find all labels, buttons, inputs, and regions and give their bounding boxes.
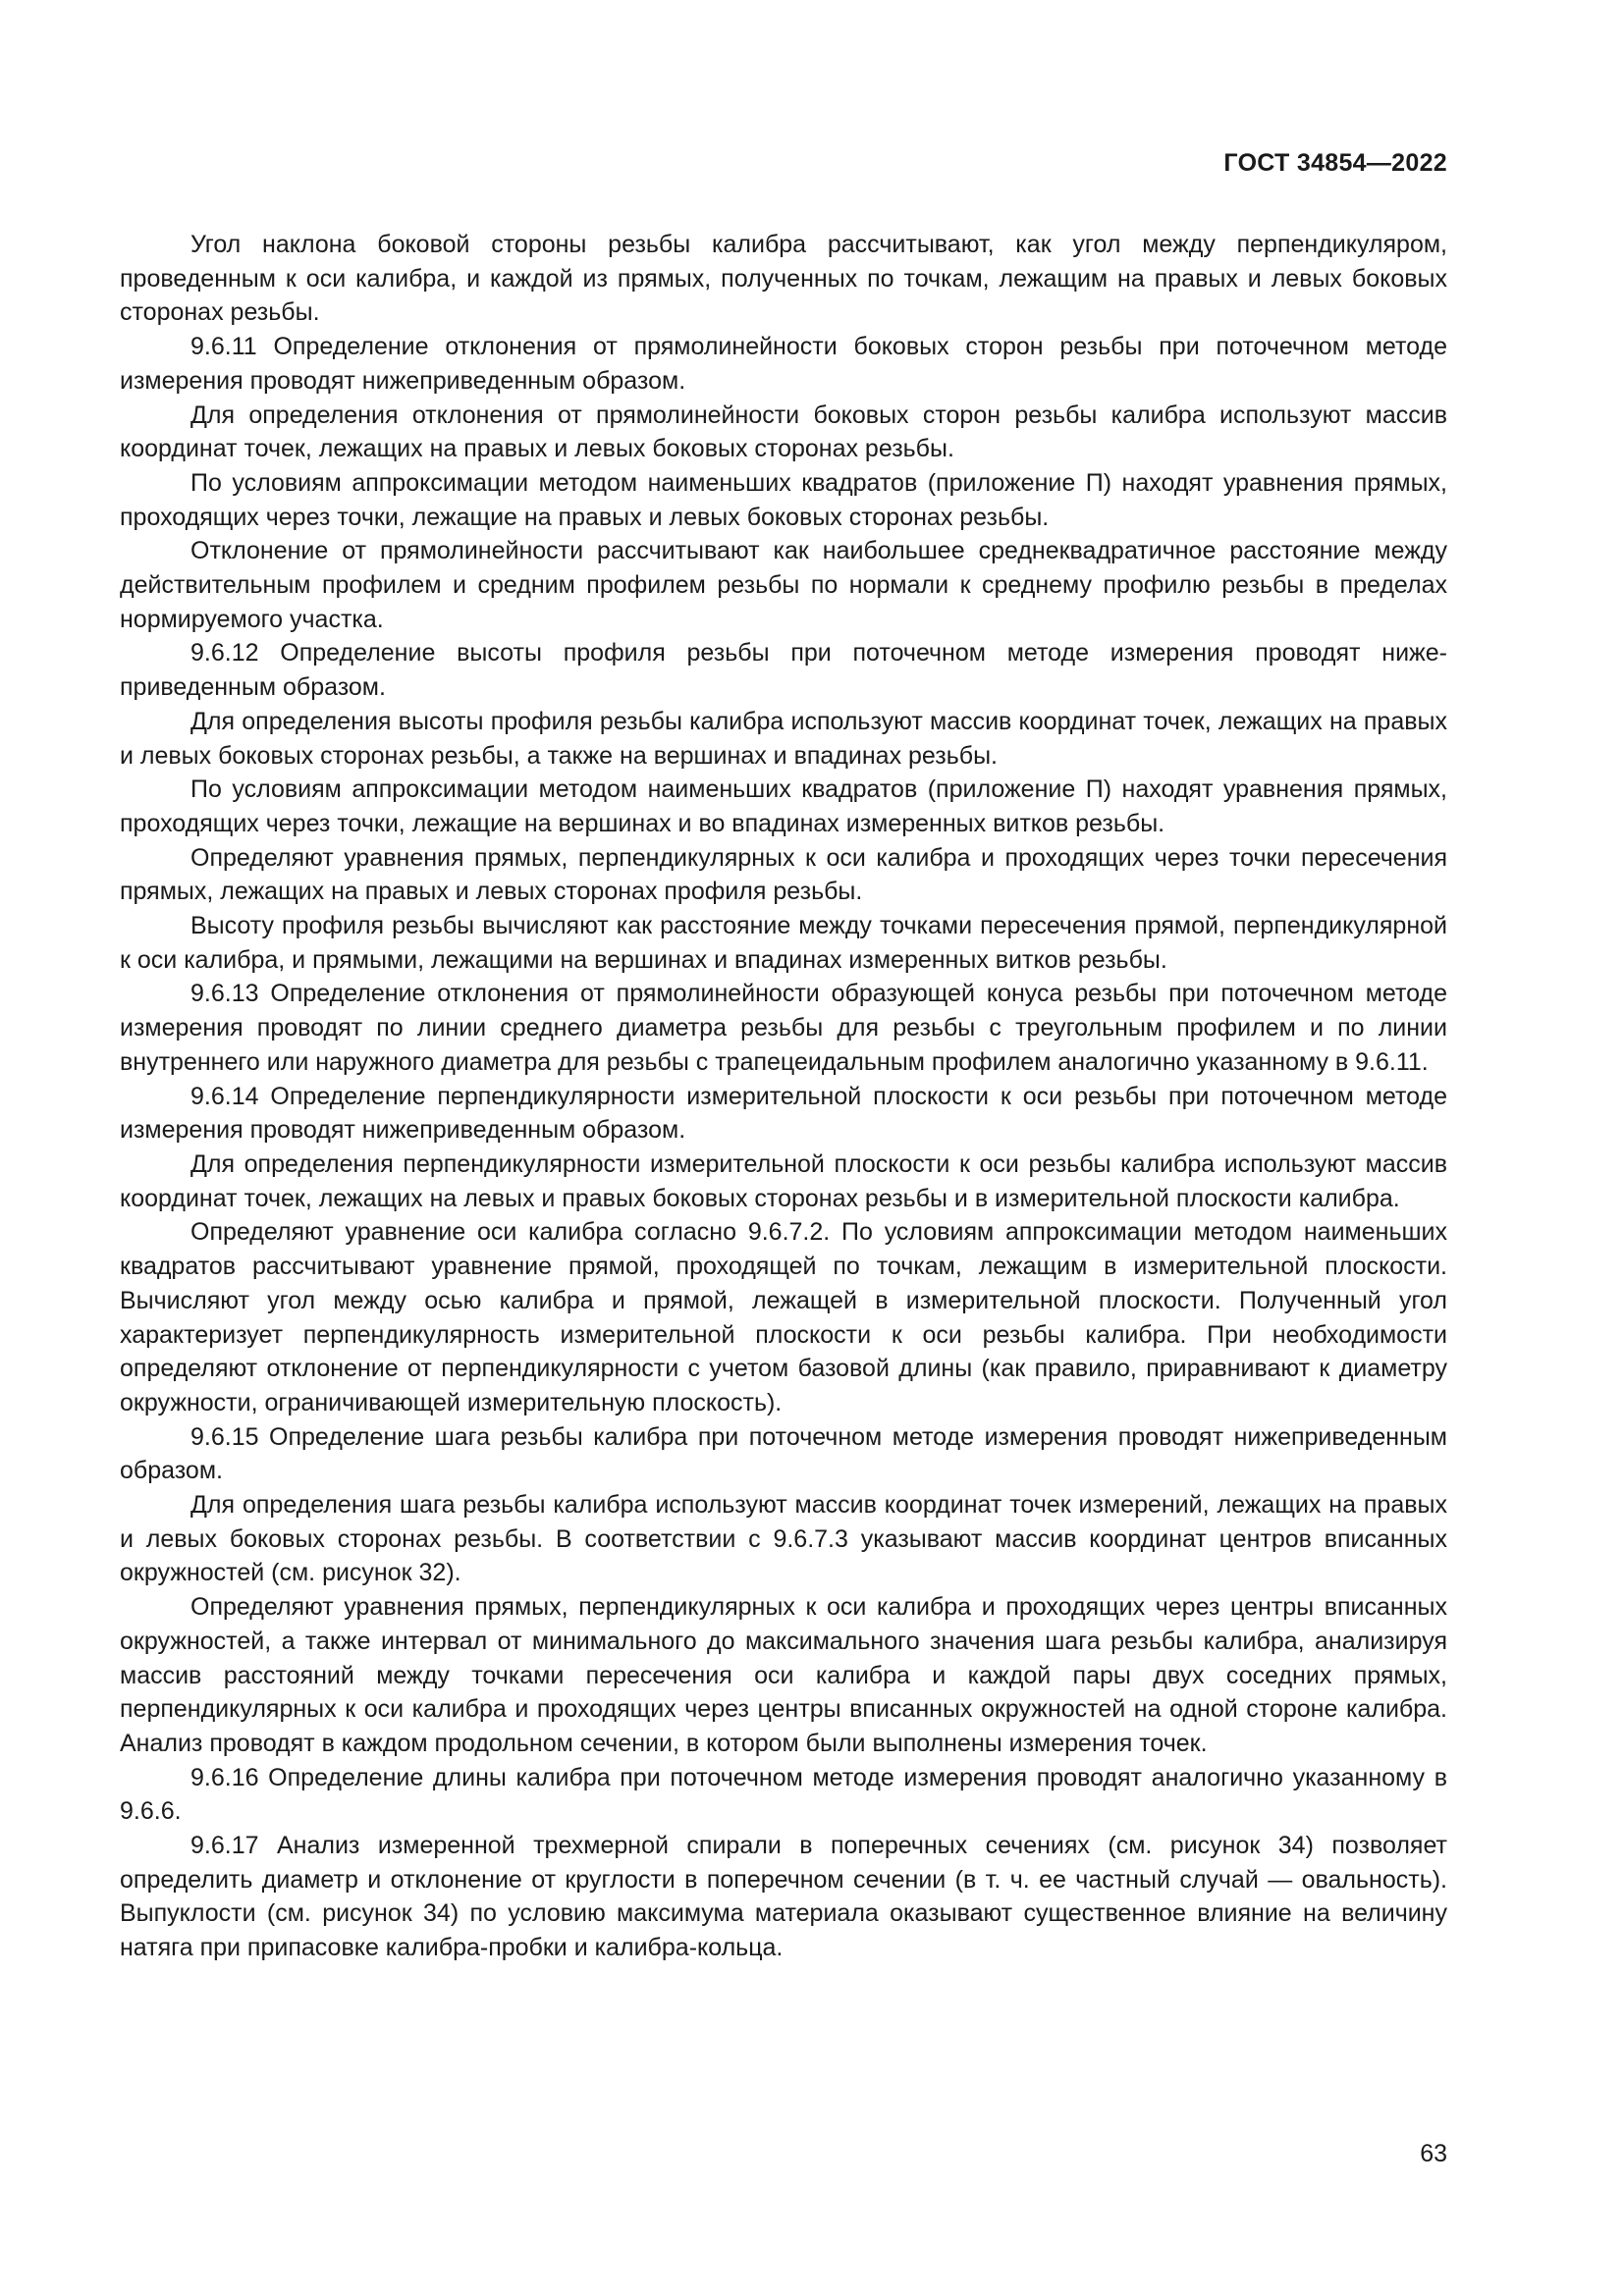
paragraph: 9.6.16 Определение длины калибра при поточечном методе измерения проводят аналогично указанному в 9.6.6. — [120, 1763, 1447, 1826]
page-number: 63 — [1420, 2140, 1447, 2167]
paragraph: Высоту профиля резьбы вычисляют как расстояние между точками пересечения прямой, перпендикулярной к оси калибра, и прямыми, лежащими на вершинах и впадинах измеренных витков резьбы. — [120, 912, 1447, 974]
paragraph: 9.6.11 Определение отклонения от прямолинейности боковых сторон резьбы при поточечном методе измерения проводят нижеприведенным образом. — [120, 333, 1447, 395]
paragraph: 9.6.14 Определение перпендикулярности измерительной плоскости к оси резьбы при поточечном методе измерения проводят нижеприведенным образом. — [120, 1082, 1447, 1145]
document-body — [120, 228, 1447, 1965]
paragraph: Отклонение от прямолинейности рассчитывают как наибольшее среднеквадратичное расстояние между действительным профилем и средним профилем резьбы по нормали к среднему профилю резьбы в пределах нормируемого участка. — [120, 537, 1447, 633]
paragraph: Для определения перпендикулярности измерительной плоскости к оси резьбы калибра используют массив координат точек, лежащих на левых и правых боковых сторонах резьбы и в измерительной плоскости калибра. — [120, 1149, 1447, 1212]
paragraph: Угол наклона боковой стороны резьбы калибра рассчитывают, как угол между перпендикуляром, проведенным к оси калибра, и каждой из прямых, полученных по точкам, лежащим на правых и левых боковых сторонах резьбы. — [120, 231, 1447, 327]
paragraph: По условиям аппроксимации методом наименьших квадратов (приложение П) находят уравнения прямых, проходящих через точки, лежащие на правых и левых боковых сторонах резьбы. — [120, 468, 1447, 531]
paragraph: Для определения шага резьбы калибра используют массив координат точек измерений, лежащих на правых и левых боковых сторонах резьбы. В соответствии с 9.6.7.3 указывают массив координат центров вписанных окружностей (см. рисунок 32). — [120, 1491, 1447, 1587]
document-code-header: ГОСТ 34854—2022 — [1223, 149, 1447, 177]
paragraph: Для определения высоты профиля резьбы калибра используют массив координат точек, лежащих на правых и левых боковых сторонах резьбы, а также на вершинах и впадинах резьбы. — [120, 707, 1447, 770]
paragraph: 9.6.13 Определение отклонения от прямолинейности образующей конуса резьбы при поточечном методе измерения проводят по линии среднего диаметра резьбы для резьбы с треугольным профилем и по линии внутреннего или наружного диаметра для резьбы с трапецеидальным профилем аналогично указанному в 9.6.11. — [120, 980, 1447, 1076]
paragraph: По условиям аппроксимации методом наименьших квадратов (приложение П) находят уравнения прямых, проходящих через точки, лежащие на вершинах и во впадинах измеренных витков резьбы. — [120, 775, 1447, 837]
paragraph: 9.6.17 Анализ измеренной трехмерной спирали в поперечных сечениях (см. рисунок 34) позволяет определить диаметр и отклонение от круглости в поперечном сечении (в т. ч. ее частный случай — овальность). Выпуклости (см. рисунок 34) по условию максимума материала оказывают существенное влияние на величину натяга при припасовке калибра-пробки и калибра-кольца. — [120, 1832, 1447, 1962]
paragraph: 9.6.15 Определение шага резьбы калибра при поточечном методе измерения проводят нижеприведенным образом. — [120, 1422, 1447, 1485]
paragraph: Определяют уравнения прямых, перпендикулярных к оси калибра и проходящих через точки пересечения прямых, лежащих на правых и левых сторонах профиля резьбы. — [120, 843, 1447, 906]
paragraph: 9.6.12 Определение высоты профиля резьбы при поточечном методе измерения проводят нижеприведенным образом. — [120, 639, 1447, 702]
paragraph: Для определения отклонения от прямолинейности боковых сторон резьбы калибра используют массив координат точек, лежащих на правых и левых боковых сторонах резьбы. — [120, 400, 1447, 463]
paragraph: Определяют уравнения прямых, перпендикулярных к оси калибра и проходящих через центры вписанных окружностей, а также интервал от минимального до максимального значения шага резьбы калибра, анализируя массив расстояний между точками пересечения оси калибра и каждой пары двух соседних прямых, перпендикулярных к оси калибра и проходящих через центры вписанных окружностей на одной стороне калибра. Анализ проводят в каждом продольном сечении, в котором были выполнены измерения точек. — [120, 1593, 1447, 1757]
paragraph: Определяют уравнение оси калибра согласно 9.6.7.2. По условиям аппроксимации методом наименьших квадратов рассчитывают уравнение прямой, проходящей по точкам, лежащим в измерительной плоскости. Вычисляют угол между осью калибра и прямой, лежащей в измерительной плоскости. Полученный угол характеризует перпендикулярность измерительной плоскости к оси резьбы калибра. При необходимости определяют отклонение от перпендикулярности с учетом базовой длины (как правило, приравнивают к диаметру окружности, ограничивающей измерительную плоскость). — [120, 1218, 1447, 1416]
